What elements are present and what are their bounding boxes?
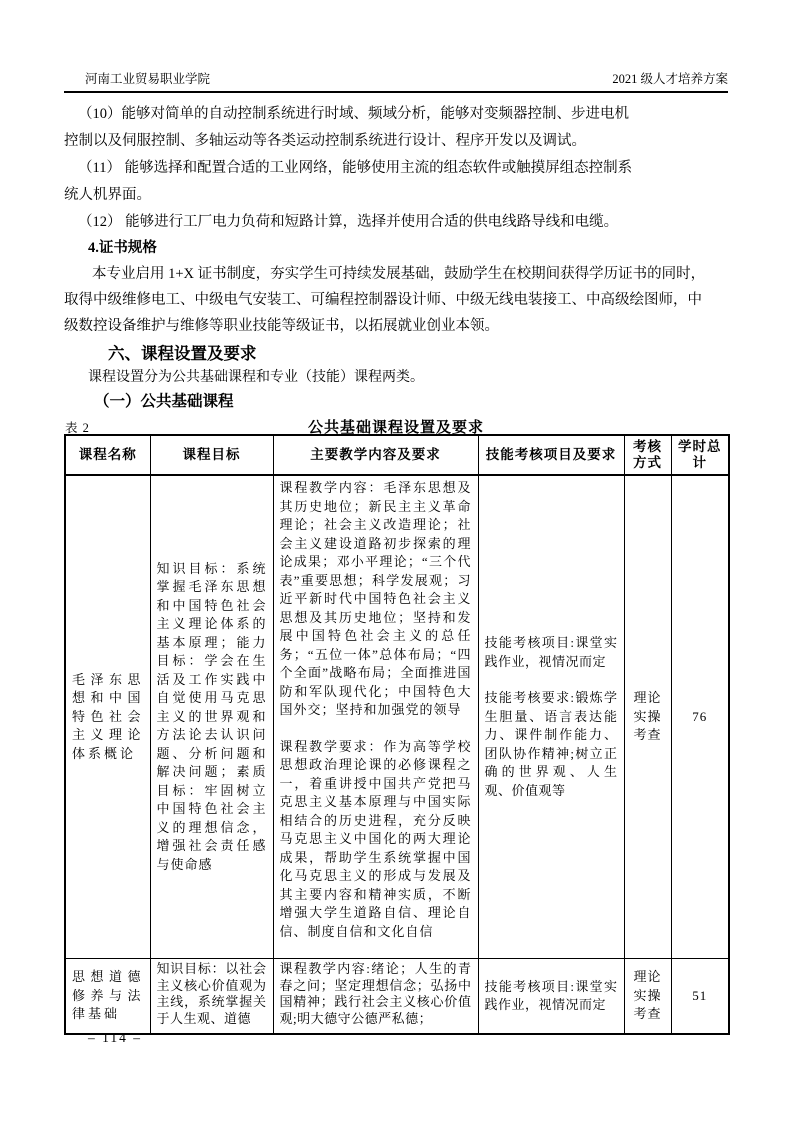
certificate-line3: 级数控设备维护与维修等职业技能等级证书，以拓展就业创业本领。	[64, 318, 499, 334]
certificate-line1: 本专业启用 1+X 证书制度，夯实学生可持续发展基础，鼓励学生在校期间获得学历证书的同时，	[92, 266, 706, 282]
section-heading-six: 六、课程设置及要求	[108, 344, 257, 363]
paragraph-item12: （12） 能够进行工厂电力负荷和短路计算，选择并使用合适的供电线路导线和电缆。	[78, 214, 619, 230]
table-caption-row	[64, 416, 728, 436]
assessment-item-paragraph: 技能考核项目:课堂实践作业，视情况而定	[484, 978, 618, 1012]
table-label: 表 2	[65, 421, 90, 435]
cell-teaching-content: 课程教学内容:绪论；人生的青春之问；坚定理想信念；弘扬中国精神；践行社会主义核心价值观;明大德守公德严私德；	[273, 959, 478, 1035]
section-six-description: 课程设置分为公共基础课程和专业（技能）课程两类。	[88, 370, 424, 385]
teaching-requirement-paragraph: 课程教学要求：作为高等学校思想政治理论课的必修课程之一，着重讲授中国共产党把马克思主义基本原理与中国实际相结合的历史进程，充分反映马克思主义中国化的两大理论成果，帮助学生系统掌握中国化马克思主义的形成与发展及其主要内容和精神实质，不断增强大学生道路自信、理论自信、制度自信和文化自信	[279, 738, 472, 939]
cell-total-hours: 51	[671, 959, 729, 1035]
table-row-maozedong-course	[65, 475, 729, 959]
header-school-name: 河南工业贸易职业学院	[85, 72, 211, 86]
column-header-method: 考核方式	[624, 435, 671, 475]
table-row-sixiangdaode-course	[65, 959, 729, 1035]
cell-course-name: 思想道德修养与法律基础	[65, 959, 150, 1035]
page-number: – 114 –	[88, 1030, 142, 1045]
column-header-assessment: 技能考核项目及要求	[478, 435, 624, 475]
header-divider	[64, 91, 728, 93]
certificate-heading: 4.证书规格	[88, 240, 157, 256]
cell-skill-assessment	[478, 475, 624, 959]
subsection-heading-one: （一）公共基础课程	[94, 393, 234, 410]
cell-assessment-method: 理论实操考查	[624, 959, 671, 1035]
column-header-hours: 学时总计	[671, 435, 729, 475]
cell-objectives: 知识目标：系统掌握毛泽东思想和中国特色社会主义理论体系的基本原理；能力目标：学会在生活及工作实践中自觉使用马克思主义的世界观和方法论去认识问题、分析问题和解决问题；素质目标：牢固树立中国特色社会主义的理想信念，增强社会责任感与使命感	[150, 475, 273, 959]
column-header-content: 主要教学内容及要求	[273, 435, 478, 475]
cell-teaching-content	[273, 475, 478, 959]
table-title: 公共基础课程设置及要求	[307, 420, 484, 436]
certificate-line2: 取得中级维修电工、中级电气安装工、可编程控制器设计师、中级无线电装接工、中高级绘图师，中	[64, 292, 702, 308]
body-text	[64, 101, 728, 414]
course-table	[64, 434, 730, 1035]
header-doc-title: 2021 级人才培养方案	[612, 72, 728, 86]
cell-course-name: 毛泽东思想和中国特色社会主义理论体系概论	[65, 475, 150, 959]
column-header-course-name: 课程名称	[65, 435, 150, 475]
assessment-requirement-paragraph: 技能考核要求:锻炼学生胆量、语言表达能力、课件制作能力、团队协作精神;树立正确的世界观、人生观、价值观等	[484, 690, 618, 798]
paragraph-item11-line1: （11） 能够选择和配置合适的工业网络，能够使用主流的组态软件或触摸屏组态控制系	[78, 160, 633, 176]
assessment-item-paragraph: 技能考核项目:课堂实践作业，视情况而定	[484, 635, 618, 669]
column-header-objectives: 课程目标	[150, 435, 273, 475]
teaching-content-paragraph: 课程教学内容：毛泽东思想及其历史地位；新民主主义革命理论；社会主义改造理论；社会主义建设道路初步探索的理论成果；邓小平理论；“三个代表”重要思想；科学发展观；习近平新时代中国特色社会主义思想及其历史地位；坚持和发展中国特色社会主义的总任务；“五位一体”总体布局；“四个全面”战略布局；全面推进国防和军队现代化；中国特色大国外交；坚持和加强党的领导	[279, 480, 472, 717]
cell-assessment-method: 理论实操考查	[624, 475, 671, 959]
running-header	[64, 70, 728, 88]
page-content	[64, 70, 728, 1035]
table-header-row	[65, 435, 729, 475]
paragraph-item10-line2: 控制以及伺服控制、多轴运动等各类运动控制系统进行设计、程序开发以及调试。	[64, 133, 586, 149]
cell-objectives: 知识目标：以社会主义核心价值观为主线，系统掌握关于人生观、道德	[150, 959, 273, 1035]
cell-total-hours: 76	[671, 475, 729, 959]
paragraph-item11-line2: 统人机界面。	[64, 187, 151, 203]
cell-skill-assessment	[478, 959, 624, 1035]
paragraph-item10-line1: （10）能够对简单的自动控制系统进行时域、频域分析，能够对变频器控制、步进电机	[78, 106, 629, 122]
